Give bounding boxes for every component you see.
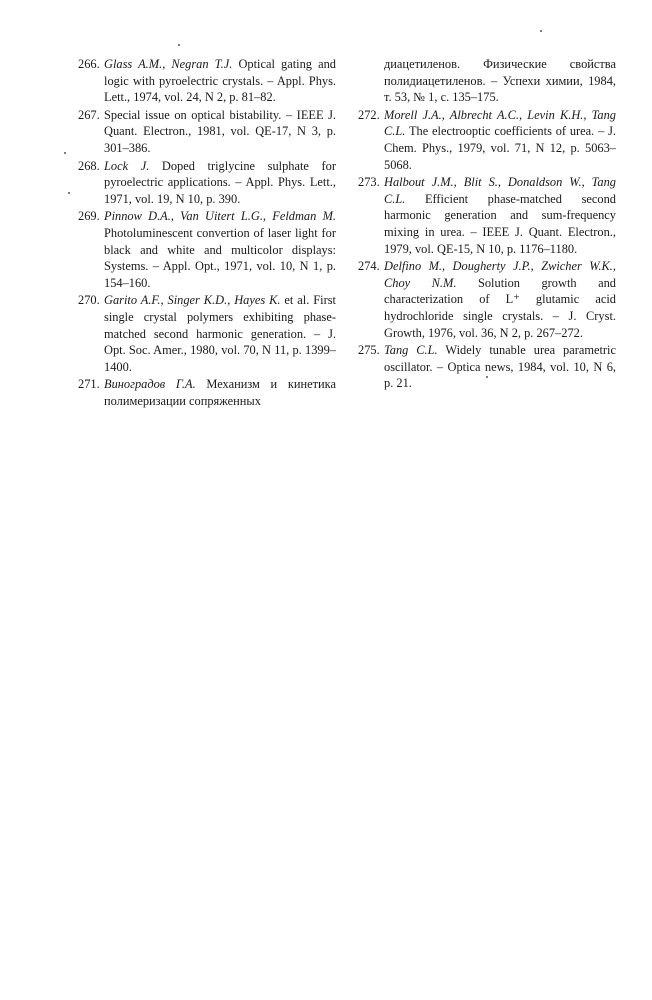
reference-continuation: диацетиленов. Физические свойства полидиацетиленов. – Успехи химии, 1984, т. 53, № 1, с. 135–175. [384, 57, 616, 105]
reference-entry [78, 292, 336, 375]
reference-entry [78, 208, 336, 291]
reference-text: Doped triglycine sulphate for pyroelectric applications. – Appl. Phys. Lett., 1971, vol. 19, N 10, p. 390. [104, 158, 336, 206]
scan-speck [178, 44, 180, 46]
reference-entry [358, 174, 616, 257]
reference-number: 266. [78, 57, 100, 71]
reference-number: 269. [78, 209, 100, 224]
scan-speck [486, 376, 488, 378]
left-column [78, 56, 336, 410]
reference-authors: Tang C.L. [384, 343, 438, 358]
reference-authors: Виноградов Г.А. [104, 377, 196, 392]
reference-text: Solution growth and characterization of L⁺ glutamic acid hydrochloride single crystals. – J. Cryst. Growth, 1976, vol. 36, N 2, p. 267–272. [384, 275, 616, 340]
scan-speck [68, 192, 70, 194]
reference-text: Photoluminescent convertion of laser light for black and white and multicolor displays: Systems. – Appl. Opt., 1971, vol. 10, N 1, p. 154–160. [104, 225, 336, 290]
reference-number: 273. [358, 175, 380, 190]
reference-authors: Delfino M., Dougherty J.P., Zwicher W.K., Choy N.M. [384, 259, 616, 290]
reference-authors: Lock J. [104, 158, 150, 173]
reference-entry [358, 258, 616, 341]
reference-text: et al. First single crystal polymers exhibiting phase-matched second harmonic generation. – J. Opt. Soc. Amer., 1980, vol. 70, N 11, p. 1399–1400. [104, 293, 337, 374]
reference-entry [78, 107, 336, 157]
scan-speck [540, 30, 542, 32]
reference-number: 268. [78, 158, 100, 173]
reference-text: Widely tunable urea parametric oscillator. – Optica news, 1984, vol. 10, N 6, p. 21. [384, 343, 616, 391]
reference-authors: Glass A.M., Negran T.J. [104, 57, 233, 71]
reference-text: Optical gating and logic with pyroelectric crystals. – Appl. Phys. Lett., 1974, vol. 24, N 2, p. 81–82. [104, 57, 336, 105]
reference-text: Efficient phase-matched second harmonic generation and sum-frequency mixing in urea. – IEEE J. Quant. Electron., 1979, vol. QE-15, N 10, p. 1176–1180. [384, 191, 616, 256]
reference-number: 267. [78, 107, 100, 122]
scan-speck [64, 152, 66, 154]
reference-authors: Morell J.A., Albrecht A.C., Levin K.H., Tang C.L. [384, 107, 616, 139]
reference-text: Special issue on optical bistability. – IEEE J. Quant. Electron., 1981, vol. QE-17, N 3, p. 301–386. [104, 107, 336, 155]
reference-number: 275. [358, 343, 380, 358]
reference-entry [78, 376, 336, 409]
reference-entry [78, 158, 336, 208]
reference-entry [358, 107, 616, 173]
reference-number: 270. [78, 293, 100, 308]
reference-number: 272. [358, 107, 380, 122]
reference-number: 271. [78, 377, 100, 392]
reference-authors: Halbout J.M., Blit S., Donaldson W., Tang C.L. [384, 175, 616, 206]
reference-entry [358, 342, 616, 392]
reference-number: 274. [358, 259, 380, 274]
reference-authors: Garito A.F., Singer K.D., Hayes K. [104, 293, 281, 308]
reference-entry [78, 56, 336, 106]
reference-text: The electrooptic coefficients of urea. – J. Chem. Phys., 1979, vol. 71, N 12, p. 5063–5068. [384, 124, 616, 172]
reference-text: Механизм и кинетика полимеризации сопряженных [104, 377, 336, 408]
right-column [358, 56, 616, 393]
reference-authors: Pinnow D.A., Van Uitert L.G., Feldman M. [104, 209, 336, 224]
